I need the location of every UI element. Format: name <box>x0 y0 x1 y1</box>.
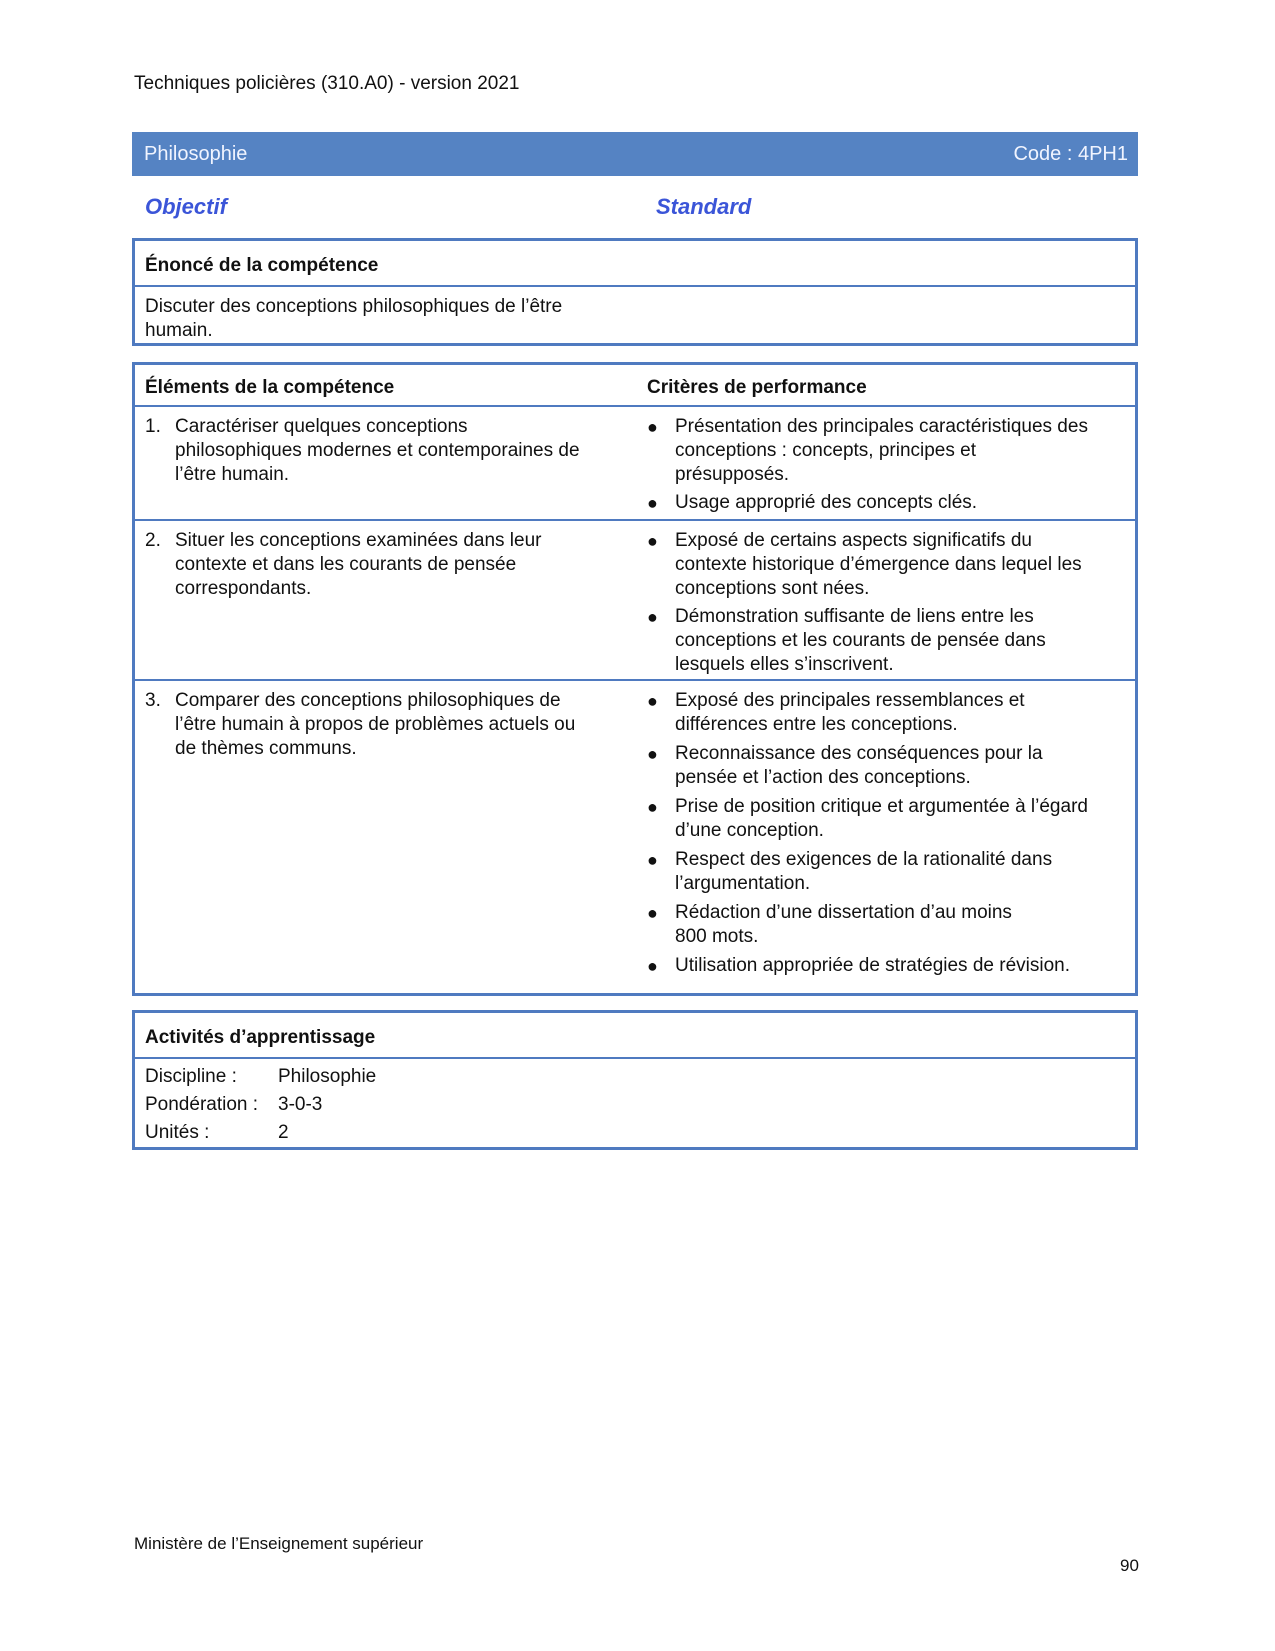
info-label: Discipline : <box>145 1066 237 1087</box>
course-title-bar <box>132 132 1138 176</box>
bullet-icon: ● <box>647 744 658 764</box>
element-line: Comparer des conceptions philosophiques de <box>175 690 561 711</box>
divider <box>135 1057 1135 1059</box>
criteres-header: Critères de performance <box>647 377 867 398</box>
elements-header: Éléments de la compétence <box>145 377 395 398</box>
criterion-line: Usage approprié des concepts clés. <box>675 492 978 513</box>
criterion-line: pensée et l’action des conceptions. <box>675 767 971 788</box>
activites-box <box>132 1010 1138 1150</box>
bullet-icon: ● <box>647 903 658 923</box>
criterion-line: Démonstration suffisante de liens entre les <box>675 606 1034 627</box>
info-row-unites <box>145 1121 289 1145</box>
enonce-line: Discuter des conceptions philosophiques de l’être <box>145 296 563 317</box>
criterion-line: présupposés. <box>675 464 790 485</box>
course-code: Code : 4PH1 <box>1013 143 1128 165</box>
criterion-line: Utilisation appropriée de stratégies de révision. <box>675 955 1070 976</box>
table-row <box>135 405 1135 519</box>
element-line: contexte et dans les courants de pensée <box>175 554 517 575</box>
criterion-line: Rédaction d’une dissertation d’au moins <box>675 902 1012 923</box>
page-number: 90 <box>1120 1556 1139 1575</box>
info-label: Unités : <box>145 1122 210 1143</box>
criterion-line: différences entre les conceptions. <box>675 714 958 735</box>
footer-ministry: Ministère de l’Enseignement supérieur <box>134 1534 424 1553</box>
info-value: 3-0-3 <box>278 1094 323 1115</box>
bullet-icon: ● <box>647 956 658 976</box>
element-line: de thèmes communs. <box>175 738 357 759</box>
criterion-line: l’argumentation. <box>675 873 811 894</box>
element-line: Caractériser quelques conceptions <box>175 416 468 437</box>
info-value: 2 <box>278 1122 289 1143</box>
table-row <box>135 679 1135 993</box>
info-row-ponderation <box>145 1093 322 1117</box>
bullet-icon: ● <box>647 607 658 627</box>
running-header: Techniques policières (310.A0) - version 2021 <box>134 73 520 94</box>
bullet-icon: ● <box>647 493 658 513</box>
info-value: Philosophie <box>278 1066 377 1087</box>
criterion-line: conceptions : concepts, principes et <box>675 440 977 461</box>
criterion-line: Présentation des principales caractéristiques des <box>675 416 1088 437</box>
activites-title: Activités d’apprentissage <box>145 1027 376 1048</box>
criterion-line: Reconnaissance des conséquences pour la <box>675 743 1043 764</box>
info-label: Pondération : <box>145 1094 259 1115</box>
element-line: correspondants. <box>175 578 312 599</box>
table-row <box>135 519 1135 679</box>
competence-table <box>132 362 1138 996</box>
element-number: 2. <box>145 530 161 551</box>
element-number: 1. <box>145 416 161 437</box>
enonce-line: humain. <box>145 320 213 341</box>
criterion-line: Prise de position critique et argumentée à l’égard <box>675 796 1088 817</box>
course-subject: Philosophie <box>144 143 248 165</box>
criterion-line: Exposé des principales ressemblances et <box>675 690 1025 711</box>
criterion-line: 800 mots. <box>675 926 759 947</box>
objectif-heading: Objectif <box>145 194 227 219</box>
criterion-line: Exposé de certains aspects significatifs du <box>675 530 1032 551</box>
bullet-icon: ● <box>647 531 658 551</box>
bullet-icon: ● <box>647 797 658 817</box>
criterion-line: contexte historique d’émergence dans lequel les <box>675 554 1082 575</box>
bullet-icon: ● <box>647 691 658 711</box>
element-line: l’être humain à propos de problèmes actuels ou <box>175 714 576 735</box>
criterion-line: lesquels elles s’inscrivent. <box>675 654 894 675</box>
criterion-line: d’une conception. <box>675 820 824 841</box>
bullet-icon: ● <box>647 417 658 437</box>
enonce-box <box>132 238 1138 346</box>
standard-heading: Standard <box>656 194 752 219</box>
criterion-line: conceptions et les courants de pensée dans <box>675 630 1046 651</box>
element-line: philosophiques modernes et contemporaines de <box>175 440 580 461</box>
bullet-icon: ● <box>647 850 658 870</box>
element-line: Situer les conceptions examinées dans leur <box>175 530 542 551</box>
enonce-title: Énoncé de la compétence <box>145 255 379 276</box>
criterion-line: Respect des exigences de la rationalité dans <box>675 849 1053 870</box>
info-row-discipline <box>145 1065 376 1089</box>
divider <box>135 285 1135 287</box>
element-line: l’être humain. <box>175 464 290 485</box>
element-number: 3. <box>145 690 161 711</box>
criterion-line: conceptions sont nées. <box>675 578 870 599</box>
